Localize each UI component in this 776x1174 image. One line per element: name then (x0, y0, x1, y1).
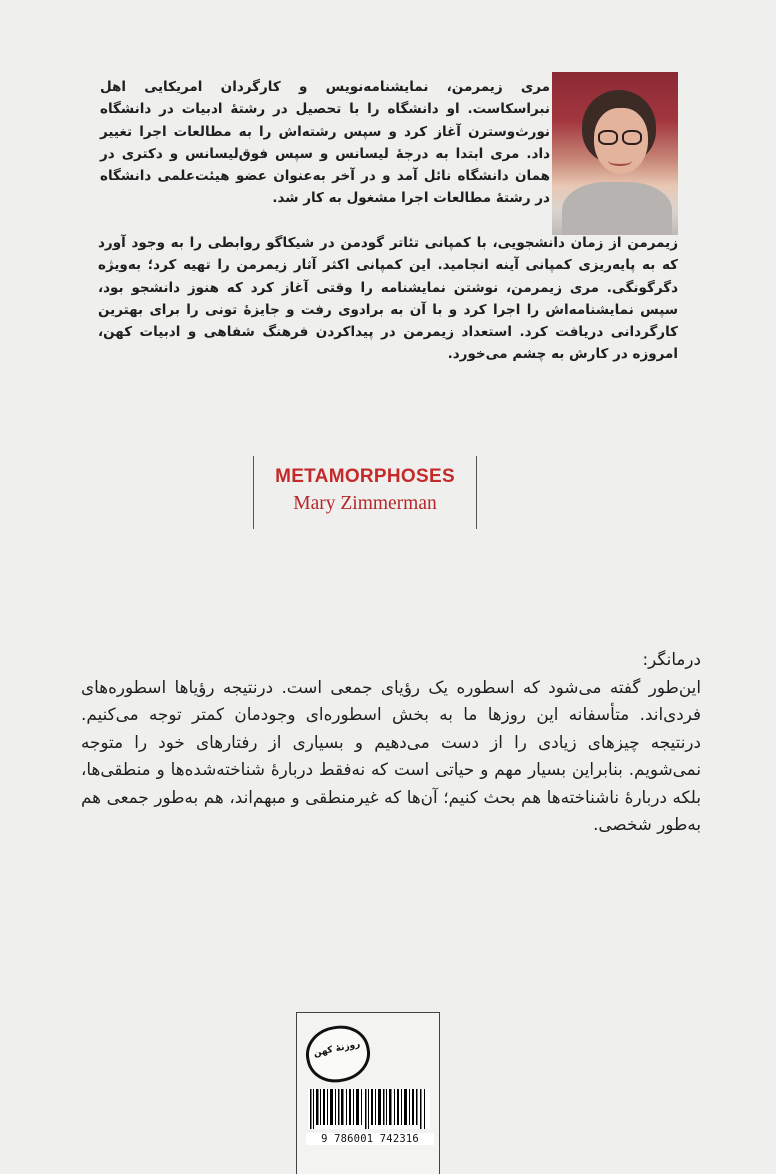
author-bio-paragraph-1: مری زیمرمن، نمایشنامه‌نویس و کارگردان امریکایی اهل نبراسکاست. او دانشگاه را با تحصیل در رشتهٔ ادبیات در دانشگاه نورث‌وسترن آغاز کرد و سپس رشته‌اش را به مطالعات اجرا تغییر داد. مری ابتدا به درجهٔ لیسانس و سپس فوق‌لیسانس و دکتری در همان دانشگاه نائل آمد و در آخر به‌عنوان عضو هیئت‌علمی دانشگاه در رشتهٔ مطالعات اجرا مشغول به کار شد. (100, 79, 550, 207)
book-title: METAMORPHOSES (275, 466, 455, 487)
author-portrait-icon (552, 72, 678, 235)
author-bio-paragraph-2: زیمرمن از زمان دانشجویی، با کمپانی تئاتر گودمن در شیکاگو روابطی را به وجود آورد که به پایه‌ریزی کمپانی آینه انجامید. این کمپانی اکثر آثار زیمرمن را تهیه کرد؛ به‌ویژه دگرگونگی. مری زیمرمن، نوشتن نمایشنامه را وقتی آغاز کرد که هنوز دانشجو بود، سپس نمایشنامه‌اش را اجرا کرد و با آن به برادوی رفت و جایزهٔ تونی را برای بهترین کارگردانی دریافت کرد. استعداد زیمرمن در پیداکردن فرهنگ شفاهی و ادبیات کهن، امروزه در کارش به چشم می‌خورد. (98, 235, 678, 363)
quote-speaker: درمانگر: (642, 649, 701, 669)
book-title-block (253, 456, 477, 529)
barcode-icon (308, 1089, 430, 1129)
quote-text: این‌طور گفته می‌شود که اسطوره یک رؤیای جمعی است. درنتیجه رؤیاها اسطوره‌های فردی‌اند. متأسفانه این روزها ما به بخش اسطوره‌ای وجودمان کمتر توجه می‌کنیم. درنتیجه چیزهای زیادی را از دست می‌دهیم و بسیاری از رفتارهای خود را متوجه نمی‌شویم. بنابراین بسیار مهم و حیاتی است که نه‌فقط دربارهٔ شناخته‌شده‌ها و منطقی‌ها، بلکه دربارهٔ ناشناخته‌ها هم بحث کنیم؛ آن‌ها که غیرمنطقی و مبهم‌اند، هم به‌طور جمعی هم به‌طور شخصی. (81, 676, 701, 834)
isbn-digits: 9 786001 742316 (306, 1133, 434, 1145)
book-author: Mary Zimmerman (293, 493, 437, 514)
back-cover-quote (81, 646, 701, 839)
publisher-logo-text: روزنهٔ کهن (312, 1039, 362, 1059)
